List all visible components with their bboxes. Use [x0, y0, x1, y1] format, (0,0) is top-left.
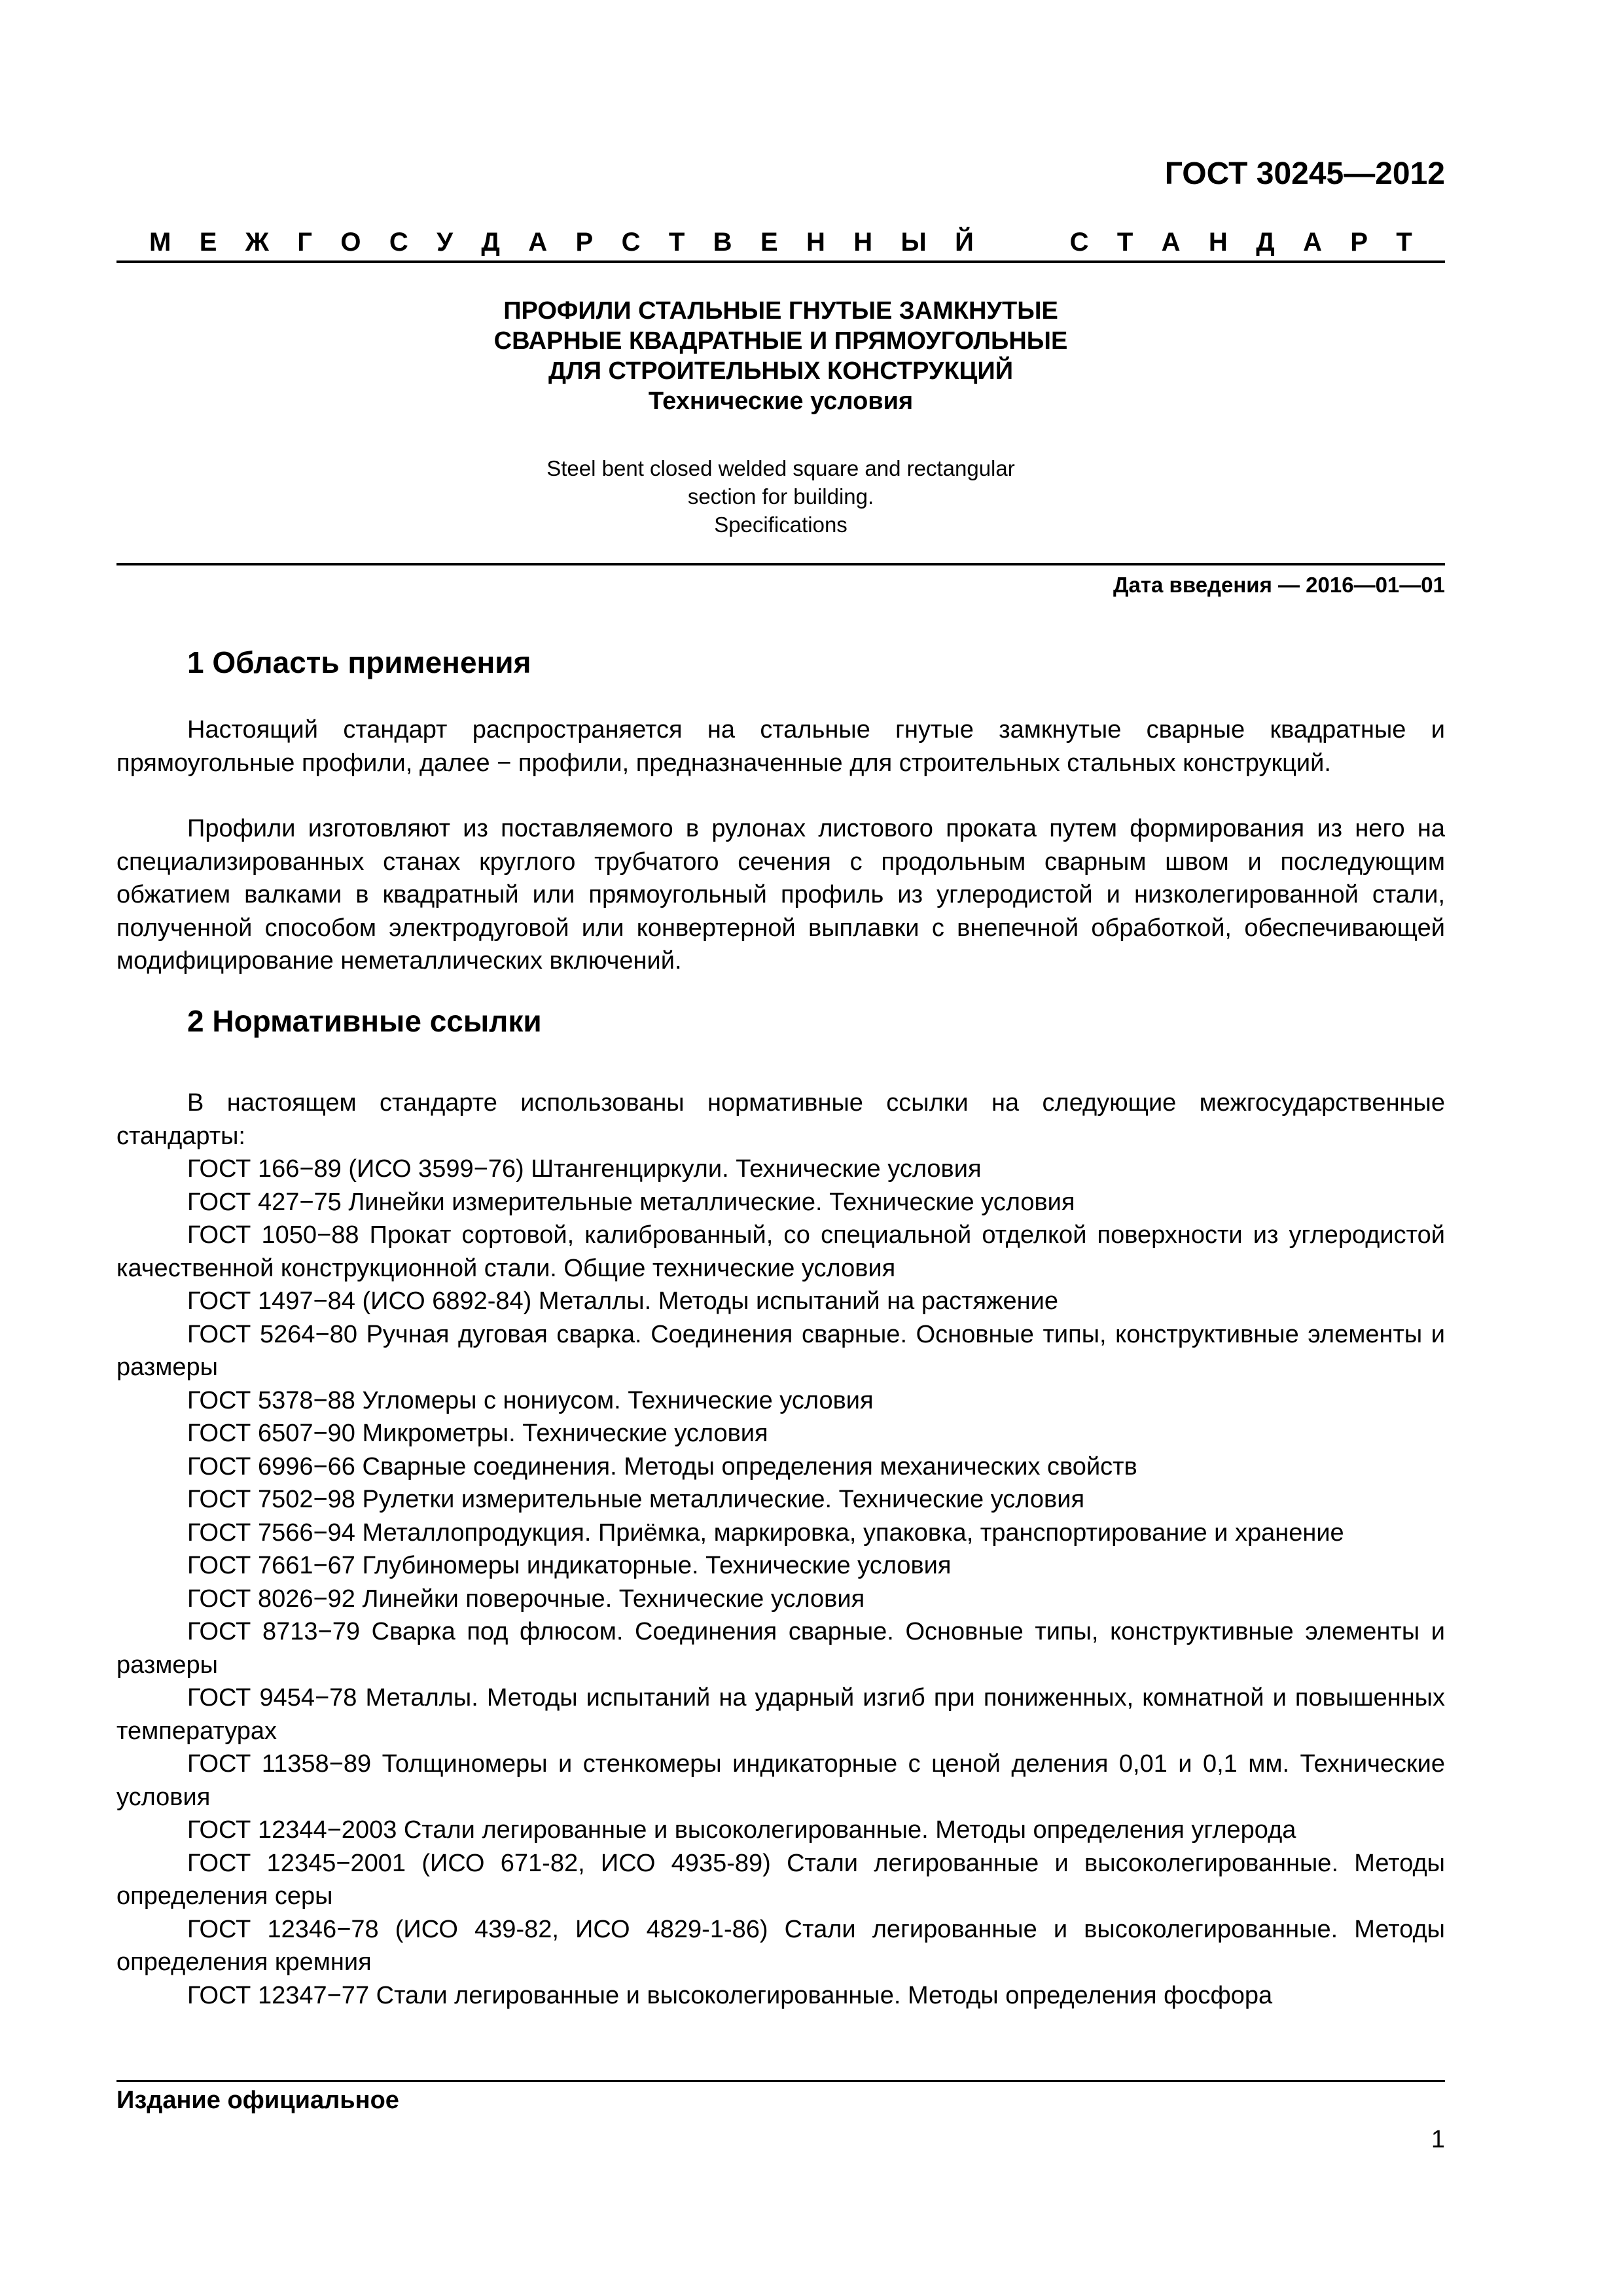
reference-item: ГОСТ 12346−78 (ИСО 439-82, ИСО 4829-1-86) Стали легированные и высоколегированные. Методы определения кремния: [116, 1915, 1445, 1976]
title-line: ДЛЯ СТРОИТЕЛЬНЫХ КОНСТРУКЦИЙ: [548, 357, 1014, 385]
standard-kind-letter: Т: [1116, 227, 1133, 257]
reference-item: ГОСТ 1497−84 (ИСО 6892-84) Металлы. Методы испытаний на растяжение: [187, 1287, 1059, 1315]
reference-item: ГОСТ 12345−2001 (ИСО 671-82, ИСО 4935-89) Стали легированные и высоколегированные. Методы определения серы: [116, 1849, 1445, 1910]
standard-kind-letter: О: [340, 227, 361, 257]
title-line: ПРОФИЛИ СТАЛЬНЫЕ ГНУТЫЕ ЗАМКНУТЫЕ: [503, 297, 1058, 325]
page-number: 1: [1431, 2126, 1445, 2153]
reference-item: ГОСТ 427−75 Линейки измерительные металлические. Технические условия: [187, 1188, 1075, 1216]
standard-kind-letter: Р: [575, 227, 594, 257]
standard-kind-letter: Е: [199, 227, 217, 257]
paragraph: Настоящий стандарт распространяется на стальные гнутые замкнутые сварные квадратные и прямоугольные профили, далее − профили, предназначенные для строительных стальных конструкций.: [116, 716, 1445, 777]
english-title-line: section for building.: [687, 484, 874, 509]
standard-kind-letter: Ы: [901, 227, 927, 257]
reference-item: ГОСТ 7661−67 Глубиномеры индикаторные. Технические условия: [187, 1552, 952, 1579]
title-rule: [116, 563, 1445, 565]
title-subtitle: Технические условия: [648, 387, 914, 415]
standard-kind-letter: Ж: [245, 227, 269, 257]
english-title: [116, 454, 1445, 539]
standard-kind-letter: В: [713, 227, 732, 257]
standard-kind-letter: Т: [668, 227, 685, 257]
header-rule: [116, 260, 1445, 263]
paragraph: В настоящем стандарте использованы нормативные ссылки на следующие межгосударственные стандарты:: [116, 1089, 1445, 1150]
standard-kind-line: [116, 223, 1445, 262]
reference-item: ГОСТ 8713−79 Сварка под флюсом. Соединения сварные. Основные типы, конструктивные элементы и размеры: [116, 1618, 1445, 1679]
standard-kind-letter: А: [1303, 227, 1322, 257]
reference-item: ГОСТ 6507−90 Микрометры. Технические условия: [187, 1420, 768, 1447]
reference-item: ГОСТ 5264−80 Ручная дуговая сварка. Соединения сварные. Основные типы, конструктивные элементы и размеры: [116, 1320, 1445, 1381]
title-line: СВАРНЫЕ КВАДРАТНЫЕ И ПРЯМОУГОЛЬНЫЕ: [493, 327, 1068, 355]
reference-item: ГОСТ 9454−78 Металлы. Методы испытаний на ударный изгиб при пониженных, комнатной и повышенных температурах: [116, 1684, 1445, 1745]
standard-kind-letter: Д: [481, 227, 500, 257]
reference-item: ГОСТ 166−89 (ИСО 3599−76) Штангенциркули. Технические условия: [187, 1155, 982, 1183]
document-page: [116, 0, 1445, 2296]
standard-kind-letter: С: [621, 227, 641, 257]
reference-item: ГОСТ 1050−88 Прокат сортовой, калиброванный, со специальной отделкой поверхности из углеродистой качественной конструкционной стали. Общие технические условия: [116, 1221, 1445, 1282]
reference-item: ГОСТ 8026−92 Линейки поверочные. Технические условия: [187, 1585, 865, 1613]
standard-kind-letter: А: [528, 227, 548, 257]
standard-kind-letter: Г: [297, 227, 312, 257]
english-title-line: Steel bent closed welded square and rectangular: [546, 456, 1015, 480]
reference-item: ГОСТ 11358−89 Толщиномеры и стенкомеры индикаторные с ценой деления 0,01 и 0,1 мм. Технические условия: [116, 1750, 1445, 1811]
reference-item: ГОСТ 7502−98 Рулетки измерительные металлические. Технические условия: [187, 1486, 1085, 1513]
paragraph: Профили изготовляют из поставляемого в рулонах листового проката путем формирования из него на специализированных станах круглого трубчатого сечения с продольным сварным швом и последующим обжатием валками в квадратный или прямоугольный профиль из углеродистой и низколегированной стали, полученной способом электродуговой или конвертерной выплавки с внепечной обработкой, обеспечивающей модифицирование неметаллических включений.: [116, 815, 1445, 975]
standard-kind-letter: Н: [806, 227, 825, 257]
introduction-date: Дата введения — 2016—01—01: [1113, 573, 1445, 597]
reference-item: ГОСТ 12344−2003 Стали легированные и высоколегированные. Методы определения углерода: [187, 1816, 1296, 1844]
english-title-line: Specifications: [714, 512, 847, 537]
section-heading: 1 Область применения: [187, 645, 531, 679]
edition-label: Издание официальное: [116, 2087, 399, 2114]
document-title: [116, 296, 1445, 416]
standard-kind-letter: Н: [853, 227, 873, 257]
section-heading: 2 Нормативные ссылки: [187, 1004, 542, 1038]
footer-rule: [116, 2080, 1445, 2082]
document-number: ГОСТ 30245—2012: [1164, 156, 1445, 191]
standard-kind-letter: А: [1161, 227, 1181, 257]
standard-kind-letter: С: [389, 227, 408, 257]
standard-kind-letter: С: [1069, 227, 1089, 257]
references-list: [116, 1086, 1445, 2012]
standard-kind-letter: Й: [955, 227, 974, 257]
standard-kind-letter: Д: [1256, 227, 1275, 257]
reference-item: ГОСТ 7566−94 Металлопродукция. Приёмка, маркировка, упаковка, транспортирование и хранение: [187, 1518, 1344, 1547]
reference-item: ГОСТ 5378−88 Угломеры с нониусом. Технические условия: [187, 1386, 874, 1414]
standard-kind-letter: Е: [760, 227, 778, 257]
standard-kind-letter: М: [149, 227, 171, 257]
standard-kind-letter: Т: [1396, 227, 1412, 257]
reference-item: ГОСТ 6996−66 Сварные соединения. Методы определения механических свойств: [187, 1452, 1137, 1480]
standard-kind-letter: Н: [1208, 227, 1228, 257]
standard-kind-letter: У: [437, 227, 454, 257]
reference-item: ГОСТ 12347−77 Стали легированные и высоколегированные. Методы определения фосфора: [187, 1981, 1273, 2009]
standard-kind-letter: Р: [1350, 227, 1368, 257]
